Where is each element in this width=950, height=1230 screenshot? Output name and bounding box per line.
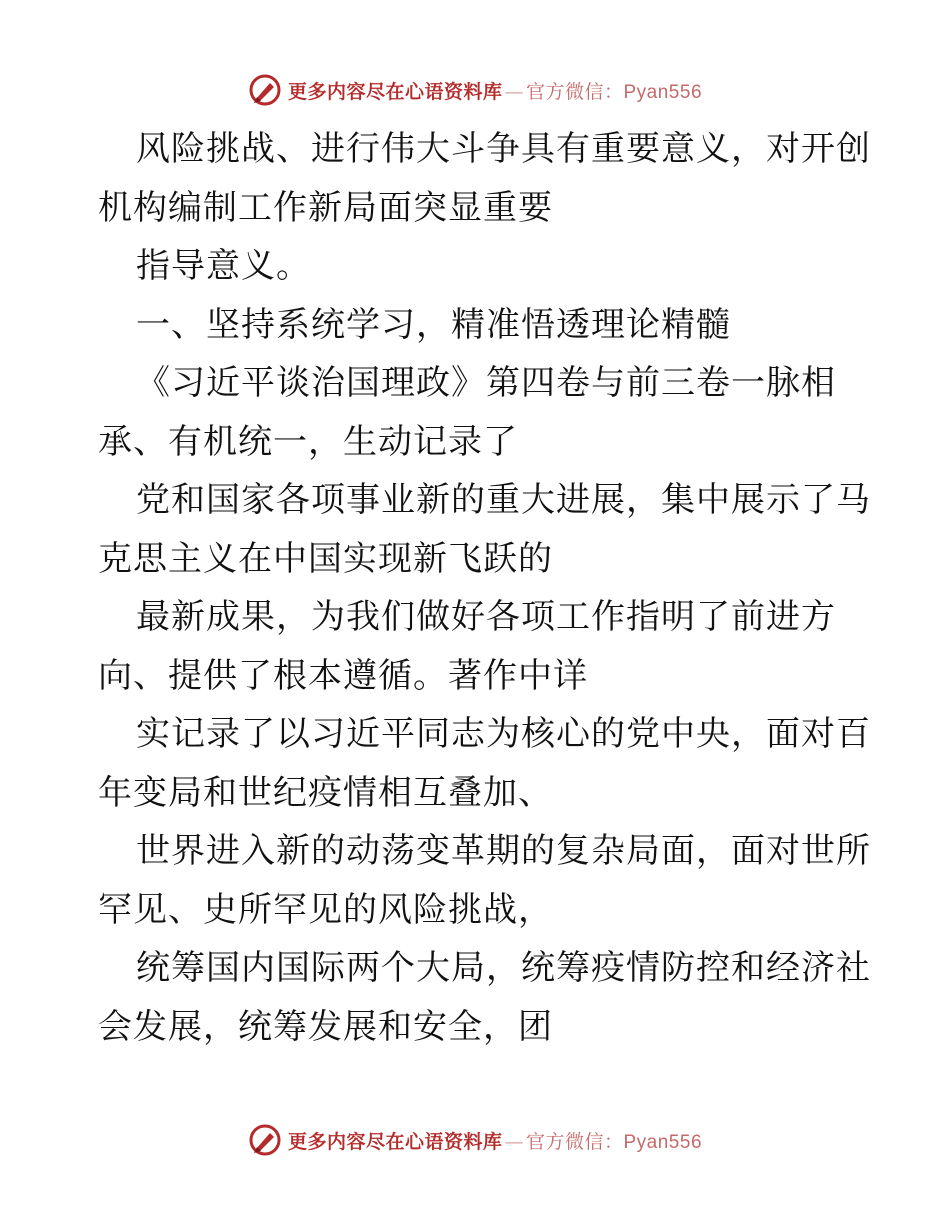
header-wechat-label: 官方微信：: [525, 80, 624, 103]
body-line: 机构编制工作新局面突显重要: [98, 187, 553, 228]
body-line: 罕见、史所罕见的风险挑战，: [98, 889, 553, 930]
body-line: 最新成果，为我们做好各项工作指明了前进方: [136, 597, 836, 637]
body-line: 向、提供了根本遵循。著作中详: [98, 655, 588, 696]
body-line: 世界进入新的动荡变革期的复杂局面，面对世所: [136, 831, 871, 871]
header-banner-text: [288, 77, 702, 104]
header-separator: —: [504, 80, 524, 103]
section-heading: 一、坚持系统学习，精准悟透理论精髓: [136, 304, 731, 345]
footer-banner: [0, 1120, 950, 1160]
body-line: 实记录了以习近平同志为核心的党中央，面对百: [136, 714, 871, 754]
document-body: [98, 120, 871, 1056]
body-line: 统筹国内国际两个大局，统筹疫情防控和经济社: [136, 948, 871, 988]
body-line: 党和国家各项事业新的重大进展，集中展示了马: [136, 480, 871, 520]
body-line: 承、有机统一，生动记录了: [98, 421, 518, 462]
footer-wechat-id: Pyan556: [623, 1131, 703, 1153]
body-line: 克思主义在中国实现新飞跃的: [98, 538, 553, 579]
footer-separator: —: [504, 1130, 524, 1153]
header-banner-inner: [248, 73, 702, 107]
header-brand: 更多内容尽在心语资料库: [287, 80, 503, 103]
footer-wechat-label: 官方微信：: [525, 1130, 624, 1153]
footer-banner-text: [288, 1127, 702, 1154]
pen-logo-icon: [248, 1123, 282, 1157]
pen-logo-icon: [248, 73, 282, 107]
footer-brand: 更多内容尽在心语资料库: [287, 1130, 503, 1153]
body-line: 《习近平谈治国理政》第四卷与前三卷一脉相: [136, 363, 836, 403]
body-line: 风险挑战、进行伟大斗争具有重要意义，对开创: [136, 129, 871, 169]
header-banner: [0, 70, 950, 110]
header-wechat-id: Pyan556: [623, 81, 703, 103]
footer-banner-inner: [248, 1123, 702, 1157]
body-line: 年变局和世纪疫情相互叠加、: [98, 772, 553, 813]
body-line: 会发展，统筹发展和安全，团: [98, 1006, 553, 1047]
body-line: 指导意义。: [136, 246, 311, 286]
